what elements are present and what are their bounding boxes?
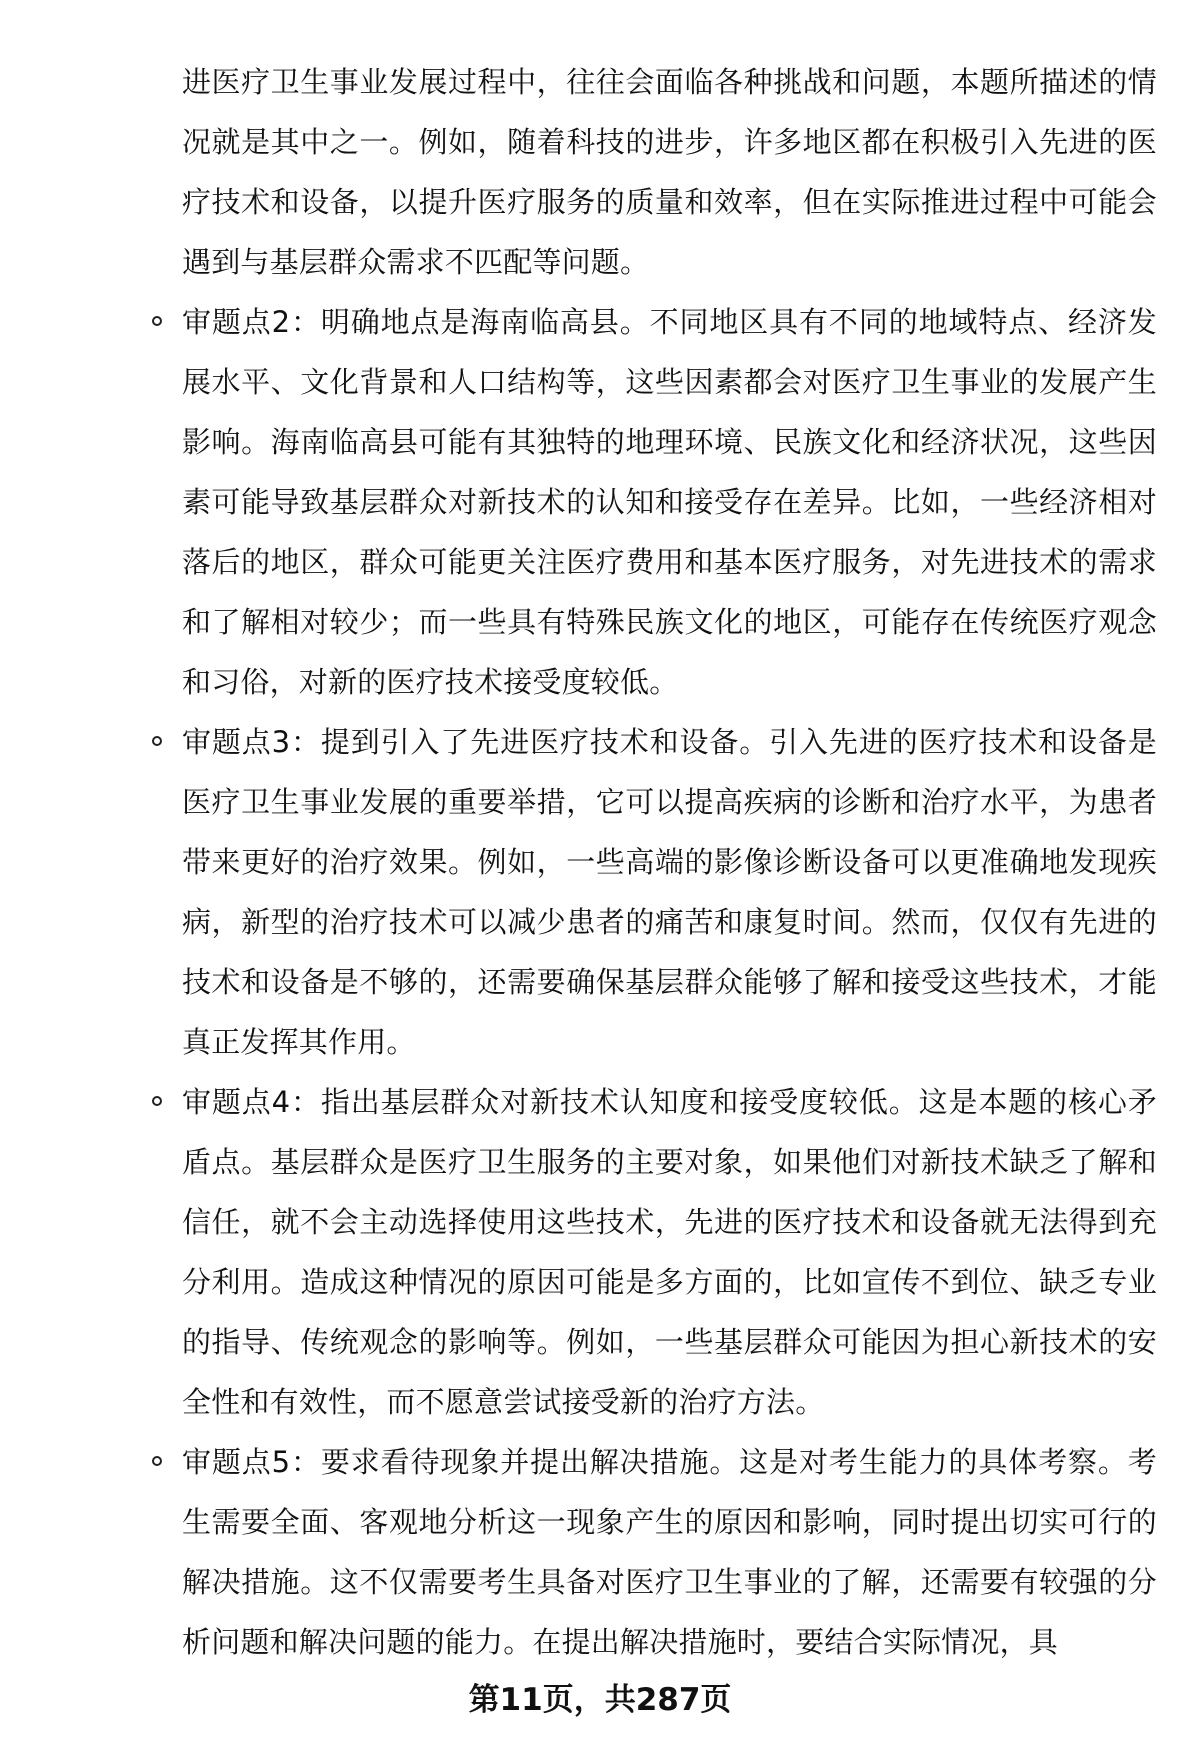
list-item bbox=[182, 292, 1157, 712]
list-item bbox=[182, 1072, 1157, 1432]
point-text: 审题点2：明确地点是海南临高县。不同地区具有不同的地域特点、经济发展水平、文化背景和人口结构等，这些因素都会对医疗卫生事业的发展产生影响。海南临高县可能有其独特的地理环境、民族文化和经济状况，这些因素可能导致基层群众对新技术的认知和接受存在差异。比如，一些经济相对落后的地区，群众可能更关注医疗费用和基本医疗服务，对先进技术的需求和了解相对较少；而一些具有特殊民族文化的地区，可能存在传统医疗观念和习俗，对新的医疗技术接受度较低。 bbox=[182, 305, 1157, 699]
intro-paragraph: 进医疗卫生事业发展过程中，往往会面临各种挑战和问题，本题所描述的情况就是其中之一。例如，随着科技的进步，许多地区都在积极引入先进的医疗技术和设备，以提升医疗服务的质量和效率，但在实际推进过程中可能会遇到与基层群众需求不匹配等问题。 bbox=[182, 65, 1157, 279]
bullet-circle-icon bbox=[152, 316, 162, 326]
page-number: 第11页，共287页 bbox=[468, 1682, 732, 1718]
document-body bbox=[182, 52, 1157, 1672]
bullet-circle-icon bbox=[152, 736, 162, 746]
bullet-circle-icon bbox=[152, 1456, 162, 1466]
list-item bbox=[182, 1432, 1157, 1672]
list-item bbox=[182, 712, 1157, 1072]
point-text: 审题点5：要求看待现象并提出解决措施。这是对考生能力的具体考察。考生需要全面、客观地分析这一现象产生的原因和影响，同时提出切实可行的解决措施。这不仅需要考生具备对医疗卫生事业的了解，还需要有较强的分析问题和解决问题的能力。在提出解决措施时，要结合实际情况，具 bbox=[182, 1445, 1157, 1659]
bullet-circle-icon bbox=[152, 1096, 162, 1106]
point-text: 审题点3：提到引入了先进医疗技术和设备。引入先进的医疗技术和设备是医疗卫生事业发展的重要举措，它可以提高疾病的诊断和治疗水平，为患者带来更好的治疗效果。例如，一些高端的影像诊断设备可以更准确地发现疾病，新型的治疗技术可以减少患者的痛苦和康复时间。然而，仅仅有先进的技术和设备是不够的，还需要确保基层群众能够了解和接受这些技术，才能真正发挥其作用。 bbox=[182, 725, 1157, 1059]
point-text: 审题点4：指出基层群众对新技术认知度和接受度较低。这是本题的核心矛盾点。基层群众是医疗卫生服务的主要对象，如果他们对新技术缺乏了解和信任，就不会主动选择使用这些技术，先进的医疗技术和设备就无法得到充分利用。造成这种情况的原因可能是多方面的，比如宣传不到位、缺乏专业的指导、传统观念的影响等。例如，一些基层群众可能因为担心新技术的安全性和有效性，而不愿意尝试接受新的治疗方法。 bbox=[182, 1085, 1157, 1419]
